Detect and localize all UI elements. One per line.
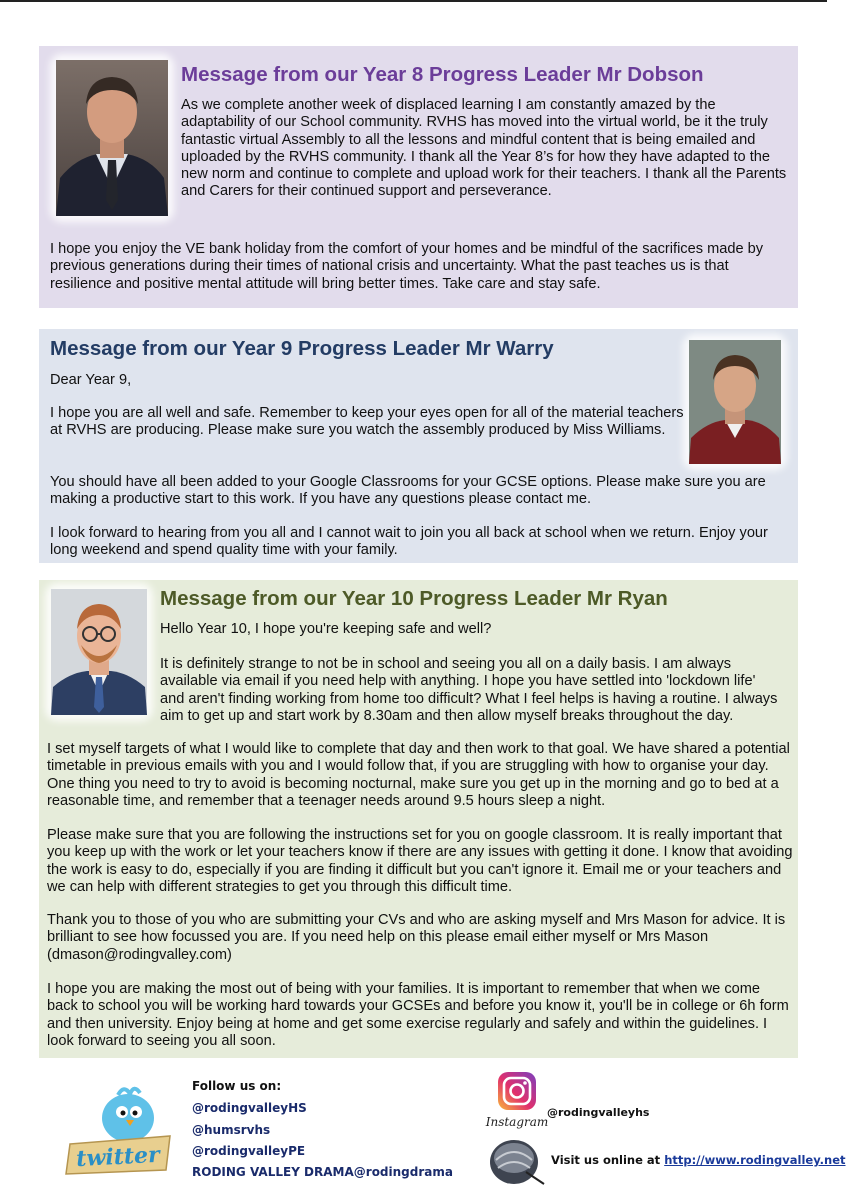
year8-message-panel (39, 46, 798, 308)
year10-title: Message from our Year 10 Progress Leader Mr Ryan (160, 587, 668, 610)
handle-4[interactable]: RODING VALLEY DRAMA@rodingdrama (192, 1165, 453, 1179)
year9-paragraph-1: I hope you are all well and safe. Remember to keep your eyes open for all of the material teachers at RVHS are producing. Please make sure you watch the assembly produced by Miss Williams. (50, 405, 684, 439)
website-line (551, 1153, 846, 1167)
globe-mouse-icon (486, 1134, 548, 1188)
handle-1[interactable]: @rodingvalleyHS (192, 1101, 307, 1115)
visit-label: Visit us online at (551, 1153, 665, 1167)
year8-title: Message from our Year 8 Progress Leader Mr Dobson (181, 63, 704, 86)
year10-paragraph-5: I hope you are making the most out of being with your families. It is important to remember that when we come back to school you will be working hard towards your GCSEs and before you know it, you'll be in college or 6h form and then university. Enjoy being at home and get some exercise regularly and safely and within the guidelines. I look forward to seeing you all soon. (47, 981, 789, 1049)
top-rule (0, 0, 827, 2)
instagram-handle[interactable]: @rodingvalleyhs (547, 1106, 650, 1119)
mr-ryan-photo (51, 589, 147, 715)
year9-greeting: Dear Year 9, (50, 372, 132, 388)
year10-greeting: Hello Year 10, I hope you're keeping safe and well? (160, 621, 492, 637)
instagram-logo-text: Instagram (485, 1115, 549, 1129)
handle-2[interactable]: @humsrvhs (192, 1123, 271, 1137)
website-link[interactable]: http://www.rodingvalley.net (664, 1153, 846, 1167)
follow-us-label: Follow us on: (192, 1079, 282, 1093)
year9-paragraph-2: You should have all been added to your Google Classrooms for your GCSE options. Please make sure you are making a productive start to this work. If you have any questions please contact me. (50, 474, 766, 508)
year10-message-panel (39, 580, 798, 1058)
year9-title: Message from our Year 9 Progress Leader Mr Warry (50, 337, 554, 360)
year10-paragraph-2: I set myself targets of what I would like to complete that day and then work to that goal. We have shared a potential timetable in previous emails with you and I would follow that, if you are struggling with how to organise your day. One thing you need to try to avoid is becoming nocturnal, make sure you get up in the morning and go to bed at a reasonable time, and remember that a teenager needs around 9.5 hours sleep a night. (47, 741, 790, 809)
year10-paragraph-1: It is definitely strange to not be in school and seeing you all on a daily basis. I am always available via email if you need help with anything. I hope you have settled into 'lockdown life' and aren't finding working from home too difficult? What I feel helps is having a routine. I always aim to get up and start work by 8.30am and then allow myself breaks throughout the day. (160, 656, 778, 724)
mr-warry-photo (689, 340, 781, 464)
handle-3[interactable]: @rodingvalleyPE (192, 1144, 306, 1158)
year8-paragraph-1: As we complete another week of displaced learning I am constantly amazed by the adaptability of our School community. RVHS has moved into the virtual world, be it the truly fantastic virtual Assembly to all the lessons and mindful content that is being emailed and uploaded by the RVHS community. I thank all the Year 8’s for how they have adapted to the new norm and continue to complete and upload work for their teachers. I thank all the Parents and Carers for their continued support and perseverance. (181, 97, 787, 200)
year9-paragraph-3: I look forward to hearing from you all and I cannot wait to join you all back at school when we return. Enjoy your long weekend and spend quality time with your family. (50, 525, 768, 559)
twitter-logo-text: twitter (75, 1141, 161, 1173)
mr-dobson-photo (56, 60, 168, 216)
year10-paragraph-3: Please make sure that you are following the instructions set for you on google classroom. It is really important that you keep up with the work or let your teachers know if there are any issues with getting it done. I know that avoiding the work is easy to do, especially if you are finding it difficult but you can't ignore it. Email me or your teachers and we can help with different strategies to get you through this difficult time. (47, 827, 793, 895)
year8-paragraph-2: I hope you enjoy the VE bank holiday from the comfort of your homes and be mindful of the sacrifices made by previous generations during their times of national crisis and uncertainty. What the past teaches us is that resilience and positive mental attitude will bring better times. Take care and stay safe. (50, 241, 764, 292)
twitter-bird-icon[interactable] (62, 1078, 178, 1178)
instagram-icon[interactable] (486, 1070, 548, 1130)
year9-message-panel (39, 329, 798, 563)
year10-paragraph-4: Thank you to those of you who are submitting your CVs and who are asking myself and Mrs Mason for advice. It is brilliant to see how focussed you are. If you need help on this please email either myself or Mrs Mason (dmason@rodingvalley.com) (47, 912, 786, 963)
